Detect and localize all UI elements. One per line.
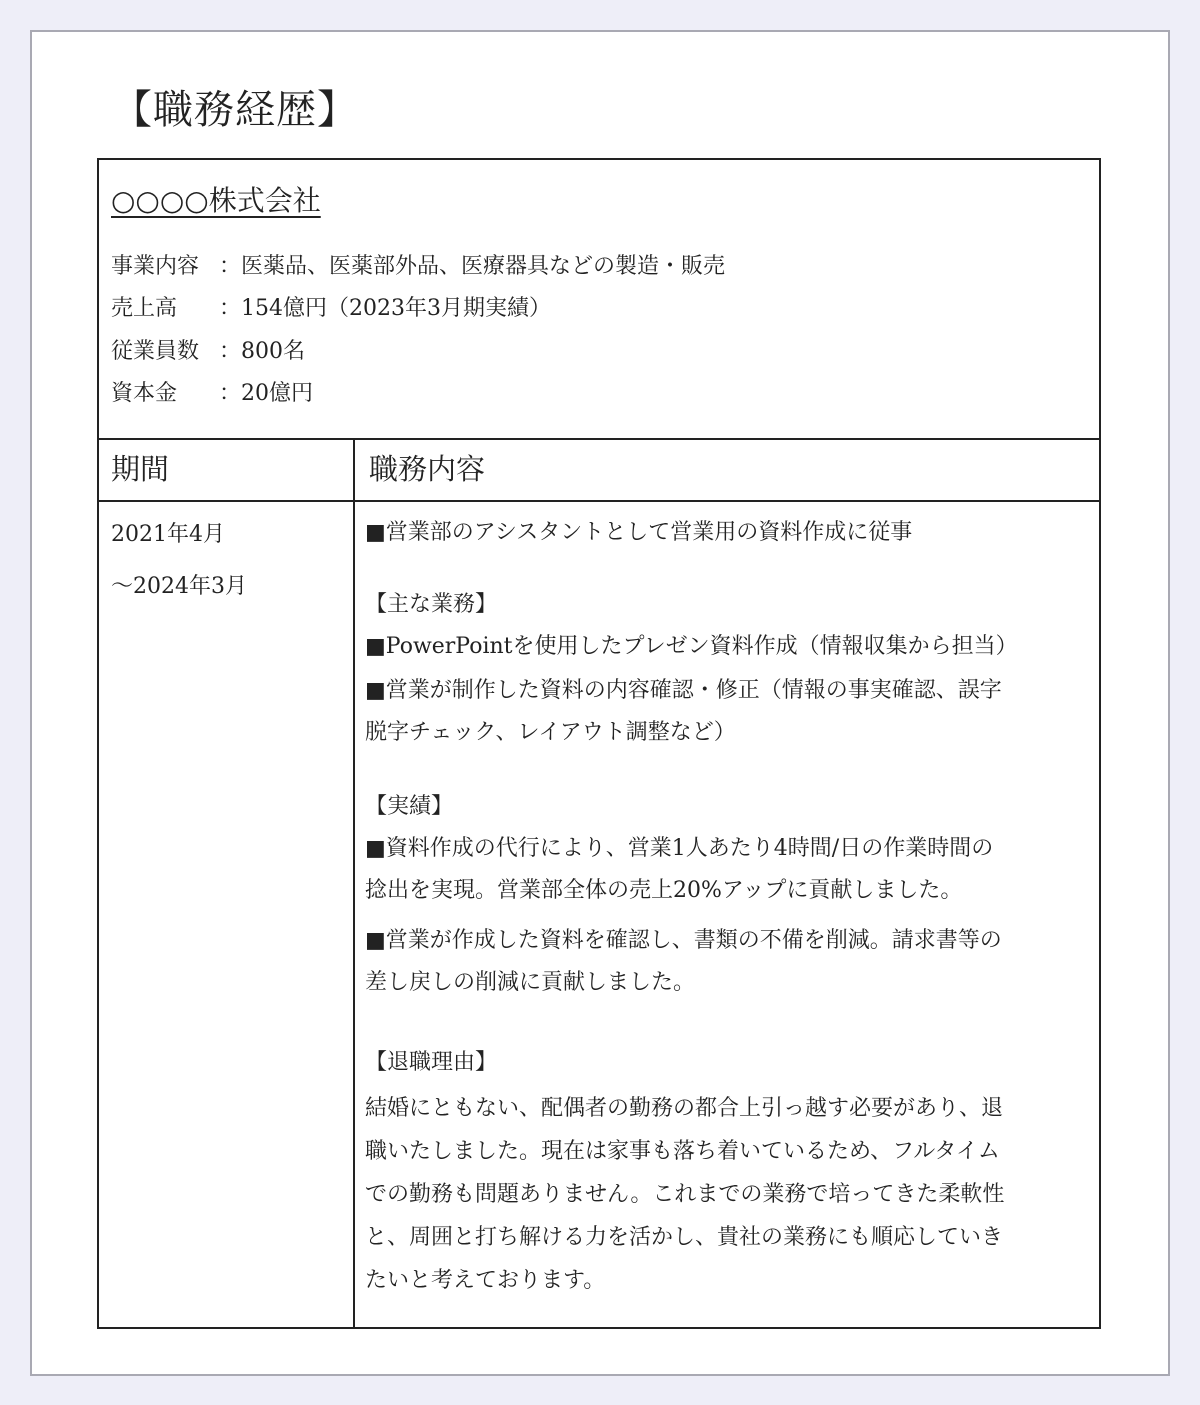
achievement-line: ■営業が作成した資料を確認し、書類の不備を削減。請求書等の	[365, 928, 1002, 953]
summary-line: ■営業部のアシスタントとして営業用の資料作成に従事	[365, 520, 913, 545]
main-task-line: ■営業が制作した資料の内容確認・修正（情報の事実確認、誤字	[365, 678, 1002, 703]
document-title: 【職務経歴】	[112, 87, 358, 133]
info-value: ：800名	[219, 339, 305, 364]
info-value: ：20億円	[219, 381, 313, 406]
company-section	[99, 160, 1099, 440]
info-label: 事業内容	[111, 254, 200, 279]
table-header-row	[99, 440, 1099, 502]
achievement-line: 捻出を実現。営業部全体の売上20%アップに貢献しました。	[365, 878, 963, 903]
info-label: 従業員数	[111, 339, 200, 364]
document-page	[30, 30, 1170, 1376]
period-end: ～2024年3月	[111, 574, 247, 599]
info-label: 資本金	[111, 381, 178, 406]
achievement-line: 差し戻しの削減に貢献しました。	[365, 970, 696, 995]
resignation-line: 職いたしました。現在は家事も落ち着いているため、フルタイム	[365, 1139, 1000, 1164]
achievement-line: ■資料作成の代行により、営業1人あたり4時間/日の作業時間の	[365, 836, 994, 861]
info-value: ：医薬品、医薬部外品、医療器具などの製造・販売	[219, 254, 726, 279]
info-row-capital	[111, 381, 313, 407]
column-divider	[353, 440, 355, 1327]
info-label: 売上高	[111, 296, 178, 321]
main-task-line: ■PowerPointを使用したプレゼン資料作成（情報収集から担当）	[365, 634, 1018, 659]
achievements-heading: 【実績】	[365, 794, 454, 819]
info-row-sales	[111, 296, 551, 322]
resignation-line: 結婚にともない、配偶者の勤務の都合上引っ越す必要があり、退	[365, 1096, 1004, 1121]
info-row-business	[111, 254, 725, 280]
resignation-line: たいと考えております。	[365, 1268, 606, 1293]
resignation-heading: 【退職理由】	[365, 1050, 498, 1075]
main-tasks-heading: 【主な業務】	[365, 592, 498, 617]
period-start: 2021年4月	[111, 522, 225, 547]
resignation-line: と、周囲と打ち解ける力を活かし、貴社の業務にも順応していき	[365, 1225, 1004, 1250]
info-value: ：154億円（2023年3月期実績）	[219, 296, 551, 321]
main-task-line: 脱字チェック、レイアウト調整など）	[365, 720, 736, 745]
company-name: ○○○○株式会社	[111, 184, 321, 217]
header-duties: 職務内容	[369, 452, 486, 486]
resignation-line: での勤務も問題ありません。これまでの業務で培ってきた柔軟性	[365, 1182, 1005, 1207]
info-row-employees	[111, 339, 305, 365]
header-period: 期間	[111, 452, 170, 486]
